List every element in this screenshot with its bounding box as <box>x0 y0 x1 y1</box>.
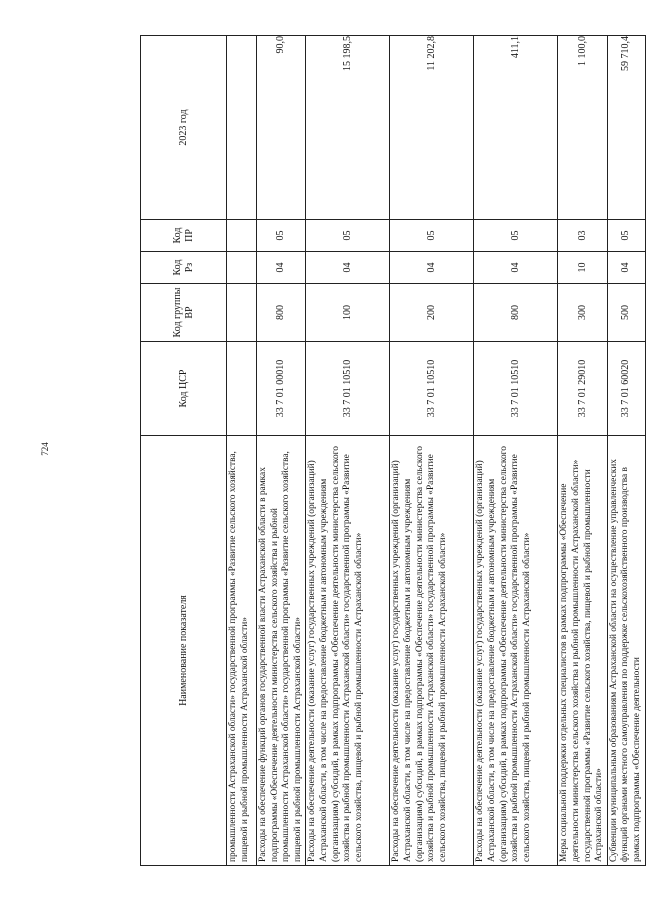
row-name: Расходы на обеспечение деятельности (оказание услуг) государственных учреждений (организаций) Астраханской области, в том числе на предоставление бюджетным и автономным учреждениям (организациям) субсидий, в рамках подпрограммы «Обеспечение деятельности министерства сельского хозяйства и рыбной промышленности Астраханской области» государственной программы «Развитие сельского хозяйства, пищевой и рыбной промышленности Астраханской области» <box>390 436 474 866</box>
row-pr: 05 <box>607 220 645 252</box>
table-row <box>558 36 607 866</box>
row-amount: 90,0 <box>257 36 306 220</box>
row-csr: 33 7 01 00010 <box>257 342 306 436</box>
row-vr: 800 <box>257 284 306 342</box>
row-rz: 04 <box>257 252 306 284</box>
row-pr: 05 <box>474 220 558 252</box>
page-number: 724 <box>40 442 50 456</box>
table-row <box>306 36 390 866</box>
table-row <box>227 36 257 866</box>
row-amount: 1 100,0 <box>558 36 607 220</box>
row-amount: 59 710,4 <box>607 36 645 220</box>
header-name: Наименование показателя <box>141 436 227 866</box>
row-csr: 33 7 01 60020 <box>607 342 645 436</box>
row-pr: 03 <box>558 220 607 252</box>
row-csr: 33 7 01 10510 <box>306 342 390 436</box>
row-vr <box>227 284 257 342</box>
row-rz: 10 <box>558 252 607 284</box>
row-pr: 05 <box>257 220 306 252</box>
row-csr: 33 7 01 29010 <box>558 342 607 436</box>
row-name: Субвенции муниципальным образованиям Астраханской области на осуществление управленческих функций органами местного самоуправления по поддержке сельскохозяйственного производства в рамках подпрограммы «Обеспечение деятельности <box>607 436 645 866</box>
row-vr: 800 <box>474 284 558 342</box>
table-header-row <box>141 36 227 866</box>
row-csr <box>227 342 257 436</box>
row-name: Расходы на обеспечение функций органов государственной власти Астраханской области в рамках подпрограммы «Обеспечение деятельности министерства сельского хозяйства и рыбной промышленности Астраханской области» государственной программы «Развитие сельского хозяйства, пищевой и рыбной промышленности Астраханской области» <box>257 436 306 866</box>
row-name: Расходы на обеспечение деятельности (оказание услуг) государственных учреждений (организаций) Астраханской области, в том числе на предоставление бюджетным и автономным учреждениям (организациям) субсидий, в рамках подпрограммы «Обеспечение деятельности министерства сельского хозяйства и рыбной промышленности Астраханской области» государственной программы «Развитие сельского хозяйства, пищевой и рыбной промышленности Астраханской области» <box>306 436 390 866</box>
row-pr: 05 <box>390 220 474 252</box>
row-vr: 500 <box>607 284 645 342</box>
header-csr: Код ЦСР <box>141 342 227 436</box>
row-amount: 411,1 <box>474 36 558 220</box>
header-rz: Код Рз <box>141 252 227 284</box>
row-rz: 04 <box>306 252 390 284</box>
table-row <box>257 36 306 866</box>
table-row <box>474 36 558 866</box>
row-rz: 04 <box>607 252 645 284</box>
table-row <box>390 36 474 866</box>
row-csr: 33 7 01 10510 <box>390 342 474 436</box>
row-csr: 33 7 01 10510 <box>474 342 558 436</box>
row-amount: 15 198,5 <box>306 36 390 220</box>
row-pr <box>227 220 257 252</box>
row-vr: 300 <box>558 284 607 342</box>
row-name: Меры социальной поддержки отдельных специалистов в рамках подпрограммы «Обеспечение деятельности министерства сельского хозяйства и рыбной промышленности Астраханской области» государственной программы «Развитие сельского хозяйства, пищевой и рыбной промышленности Астраханской области» <box>558 436 607 866</box>
header-vr: Код группы ВР <box>141 284 227 342</box>
row-vr: 100 <box>306 284 390 342</box>
row-rz: 04 <box>390 252 474 284</box>
row-name: промышленности Астраханской области» государственной программы «Развитие сельского хозяйства, пищевой и рыбной промышленности Астраханской области» <box>227 436 257 866</box>
header-pr: Код ПР <box>141 220 227 252</box>
row-rz: 04 <box>474 252 558 284</box>
row-amount: 11 202,8 <box>390 36 474 220</box>
table-row <box>607 36 645 866</box>
row-amount <box>227 36 257 220</box>
row-name: Расходы на обеспечение деятельности (оказание услуг) государственных учреждений (организаций) Астраханской области, в том числе на предоставление бюджетным и автономным учреждениям (организациям) субсидий, в рамках подпрограммы «Обеспечение деятельности министерства сельского хозяйства и рыбной промышленности Астраханской области» государственной программы «Развитие сельского хозяйства, пищевой и рыбной промышленности Астраханской области» <box>474 436 558 866</box>
row-pr: 05 <box>306 220 390 252</box>
budget-table <box>140 35 646 866</box>
budget-table-sheet <box>140 36 642 866</box>
row-rz <box>227 252 257 284</box>
header-year: 2023 год <box>141 36 227 220</box>
row-vr: 200 <box>390 284 474 342</box>
